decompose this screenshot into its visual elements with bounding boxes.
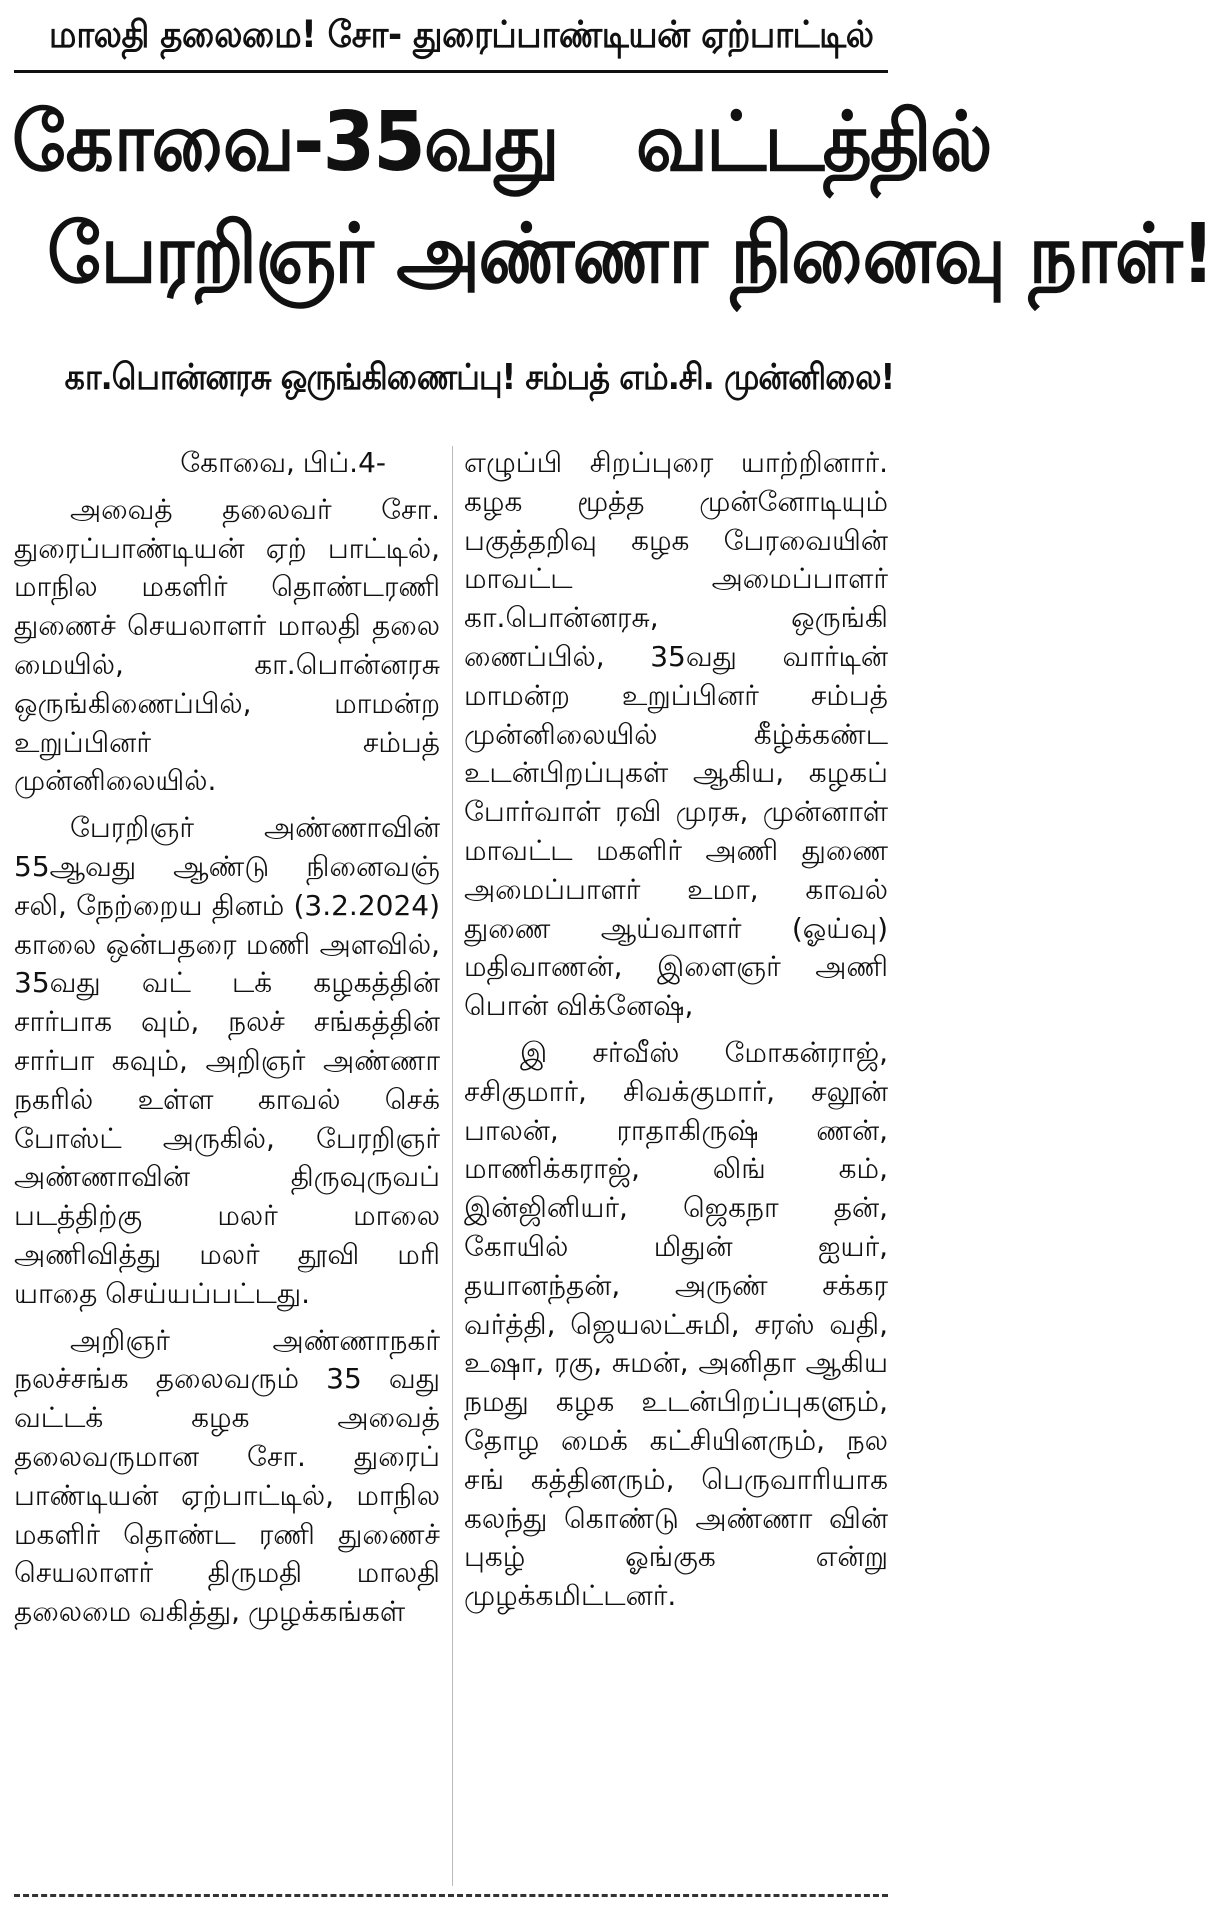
headline-line-1-part-a: கோவை-35வது (12, 95, 558, 190)
headline-line-1-part-b: வட்டத்தில் (636, 95, 991, 190)
kicker-divider (14, 70, 888, 73)
kicker-headline: மாலதி தலைமை! சோ- துரைப்பாண்டியன் ஏற்பாட்டில் (48, 13, 874, 56)
article-paragraph: பேரறிஞர் அண்ணாவின் 55ஆவது ஆண்டு நினைவஞ் சலி, நேற்றைய தினம் (3.2.2024) காலை ஒன்பதரை மணி அளவில், 35வது வட் டக் கழகத்தின் சார்பாக வும், நலச் சங்கத்தின் சார்பா கவும், அறிஞர் அண்ணா நகரில் உள்ள காவல் செக் போஸ்ட் அருகில், பேரறிஞர் அண்ணாவின் திருவுருவப் படத்திற்கு மலர் மாலை அணிவித்து மலர் தூவி மரி யாதை செய்யப்பட்டது. (14, 811, 440, 1310)
article-paragraph: அவைத் தலைவர் சோ. துரைப்பாண்டியன் ஏற் பாட்டில், மாநில மகளிர் தொண்டரணி துணைச் செயலாளர் மாலதி தலை மையில், கா.பொன்னரசு ஒருங்கிணைப்பில், மாமன்ற உறுப்பினர் சம்பத் முன்னிலையில். (14, 492, 440, 798)
article-column-left (14, 444, 440, 1632)
bottom-dashed-divider (14, 1894, 888, 1897)
article-paragraph: எழுப்பி சிறப்புரை யாற்றினார். கழக மூத்த முன்னோடியும் பகுத்தறிவு கழக பேரவையின் மாவட்ட அமைப்பாளர் கா.பொன்னரசு, ஒருங்கி ணைப்பில், 35வது வார்டின் மாமன்ற உறுப்பினர் சம்பத் முன்னிலையில் கீழ்க்கண்ட உடன்பிறப்புகள் ஆகிய, கழகப் போர்வாள் ரவி முரசு, முன்னாள் மாவட்ட மகளிர் அணி துணை அமைப்பாளர் உமா, காவல் துணை ஆய்வாளர் (ஓய்வு) மதிவாணன், இளைஞர் அணி பொன் விக்னேஷ், (464, 446, 888, 1023)
headline-line-1 (12, 92, 991, 194)
article-paragraph: இ சர்வீஸ் மோகன்ராஜ், சசிகுமார், சிவக்குமார், சலூன் பாலன், ராதாகிருஷ் ணன், மாணிக்கராஜ், லிங் கம், இன்ஜினியர், ஜெகநா தன், கோயில் மிதுன் ஐயர், தயானந்தன், அருண் சக்கர வர்த்தி, ஜெயலட்சுமி, சரஸ் வதி, உஷா, ரகு, சுமன், அனிதா ஆகிய நமது கழக உடன்பிறப்புகளும், தோழ மைக் கட்சியினரும், நல சங் கத்தினரும், பெருவாரியாக கலந்து கொண்டு அண்ணா வின் புகழ் ஓங்குக என்று முழக்கமிட்டனர். (464, 1035, 888, 1613)
article-paragraph: அறிஞர் அண்ணாநகர் நலச்சங்க தலைவரும் 35 வது வட்டக் கழக அவைத் தலைவருமான சோ. துரைப் பாண்டியன் ஏற்பாட்டில், மாநில மகளிர் தொண்ட ரணி துணைச் செயலாளர் திருமதி மாலதி தலைமை வகித்து, முழக்கங்கள் (14, 1323, 440, 1629)
column-divider (452, 446, 453, 1886)
sub-headline: கா.பொன்னரசு ஒருங்கிணைப்பு! சம்பத் எம்.சி. முன்னிலை! (64, 357, 895, 398)
article-dateline: கோவை, பிப்.4- (180, 446, 386, 479)
article-column-right (464, 444, 888, 1616)
headline-line-2: பேரறிஞர் அண்ணா நினைவு நாள்! (47, 207, 1213, 302)
